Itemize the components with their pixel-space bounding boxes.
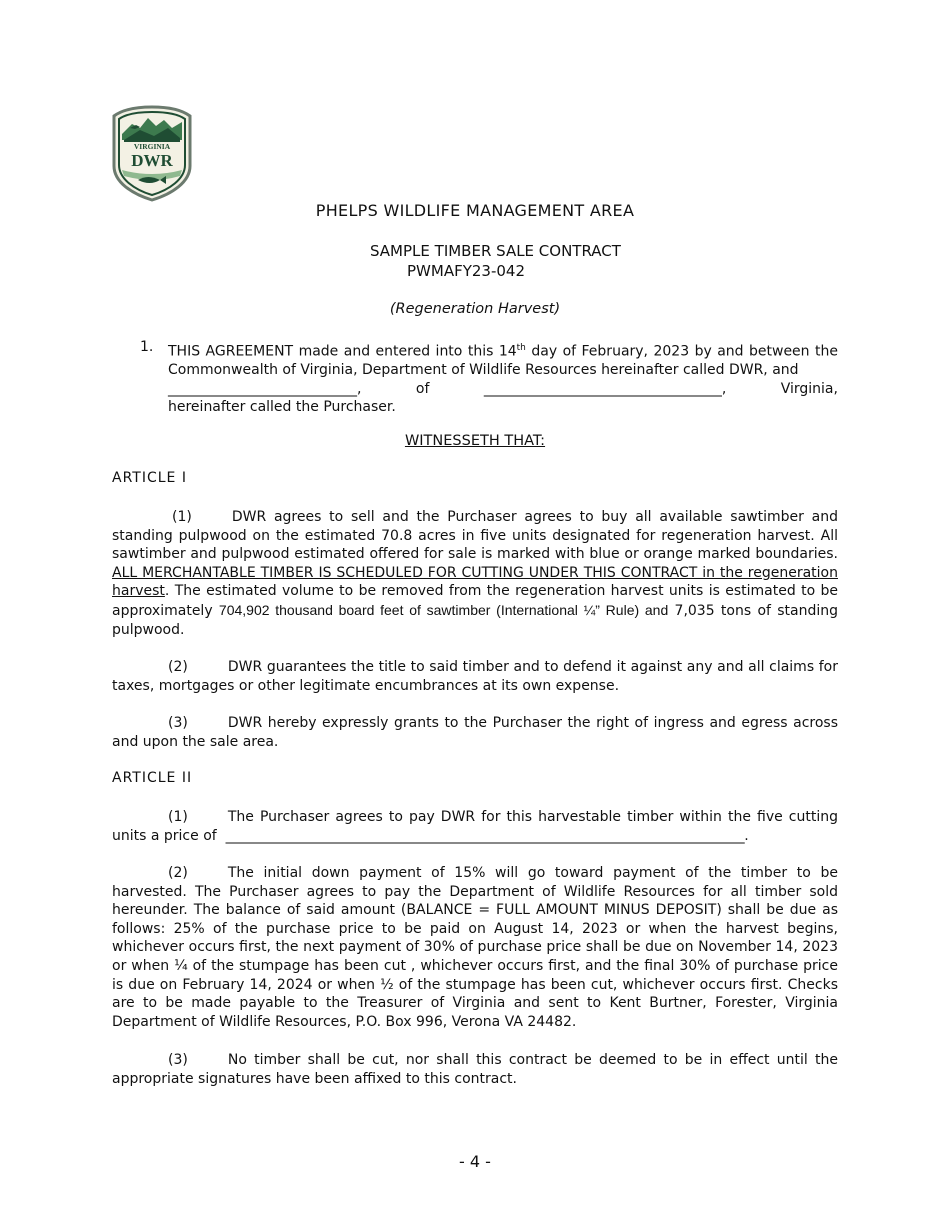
- contract-title: SAMPLE TIMBER SALE CONTRACT: [370, 242, 621, 260]
- item-volume: 704,902 thousand board feet of sawtimber (International ¼” Rule) and: [218, 601, 669, 618]
- agreement-text-1: THIS AGREEMENT made and entered into this 14: [168, 343, 517, 360]
- article-1-item-3: [112, 714, 838, 751]
- svg-text:VIRGINIA: VIRGINIA: [133, 142, 171, 151]
- harvest-type: (Regeneration Harvest): [389, 301, 561, 317]
- purchaser-address-blank: __________________________________,: [483, 380, 727, 397]
- item-text-b: . The estimated volume to be removed from the regeneration harvest units is estimated to be approximately: [112, 583, 838, 619]
- item-text-underlined: ALL MERCHANTABLE TIMBER IS SCHEDULED FOR CUTTING UNDER THIS CONTRACT in the regeneration harvest: [112, 564, 838, 600]
- agreement-sup: th: [516, 343, 526, 353]
- item-text-c: 7,035 tons of standing pulpwood.: [112, 602, 839, 638]
- article-2-item-1: [112, 808, 838, 845]
- price-blank: ______________________________________________________________________________.: [225, 827, 749, 844]
- item-text-a: DWR agrees to sell and the Purchaser agrees to buy all available sawtimber and standing pulpwood on the estimated 70.8 acres in five units designated for regeneration harvest. All sawtimber and pulpwood estimated offered for sale is marked with blue or orange marked boundaries.: [112, 509, 838, 563]
- article-1-title: ARTICLE I: [112, 470, 187, 486]
- item-number: (1): [168, 809, 188, 825]
- purchaser-name-blank: ___________________________,: [168, 380, 362, 397]
- item-text: The Purchaser agrees to pay DWR for this harvestable timber within the five cutting units a price of: [112, 809, 838, 844]
- of-text: of: [415, 380, 430, 397]
- witnesseth-heading: WITNESSETH THAT:: [404, 433, 546, 449]
- item-text: DWR guarantees the title to said timber and to defend it against any and all claims for taxes, mortgages or other legitimate encumbrances at its own expense.: [112, 659, 838, 694]
- page-number: - 4 -: [459, 1152, 491, 1171]
- item-text: The initial down payment of 15% will go toward payment of the timber to be harvested. The Purchaser agrees to pay the Department of Wildlife Resources for all timber sold hereunder. The balance of said amount (BALANCE = FULL AMOUNT MINUS DEPOSIT) shall be due as follows: 25% of the purchase price to be paid on August 14, 2023 or when the harvest begins, whichever occurs first, the next payment of 30% of purchase price shall be due on November 14, 2023 or when ¼ of the stumpage has been cut , whichever occurs first, and the final 30% of purchase price is due on February 14, 2024 or when ½ of the stumpage has been cut, whichever occurs first. Checks are to be made payable to the Treasurer of Virginia and sent to Kent Burtner, Forester, Virginia Department of Wildlife Resources, P.O. Box 996, Verona VA 24482.: [112, 865, 838, 1030]
- article-1-item-1: [112, 508, 838, 639]
- area-title: PHELPS WILDLIFE MANAGEMENT AREA: [315, 201, 635, 220]
- item-number: (2): [168, 865, 188, 881]
- article-1-item-2: [112, 658, 838, 695]
- agreement-text-2: day of February, 2023 by and between the Commonwealth of Virginia, Department of Wildlife Resources hereinafter called DWR, and: [168, 343, 838, 379]
- item-text: No timber shall be cut, nor shall this contract be deemed to be in effect until the appropriate signatures have been affixed to this contract.: [112, 1052, 838, 1087]
- item-text: DWR hereby expressly grants to the Purchaser the right of ingress and egress across and upon the sale area.: [112, 715, 838, 750]
- section-number: 1.: [140, 339, 154, 355]
- agreement-paragraph: [168, 339, 838, 417]
- item-number: (1): [172, 509, 192, 525]
- agreement-text-3: hereinafter called the Purchaser.: [168, 399, 396, 416]
- article-2-item-3: [112, 1051, 838, 1088]
- contract-number: PWMAFY23-042: [407, 262, 526, 280]
- item-number: (2): [168, 659, 188, 675]
- virginia-text: Virginia,: [780, 380, 838, 397]
- article-2-item-2: [112, 864, 838, 1031]
- article-2-title: ARTICLE II: [112, 770, 193, 786]
- item-number: (3): [168, 715, 188, 731]
- svg-text:DWR: DWR: [131, 151, 173, 170]
- item-number: (3): [168, 1052, 188, 1068]
- virginia-dwr-logo: [110, 104, 194, 202]
